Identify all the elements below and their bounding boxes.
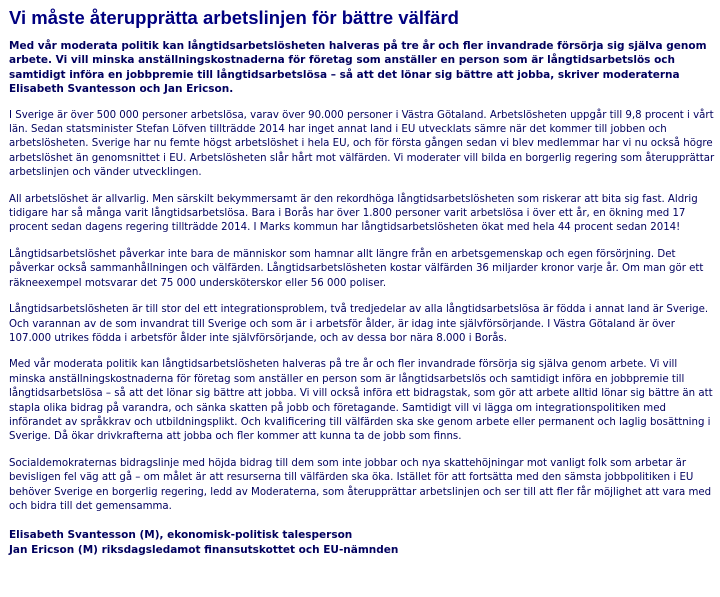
- article-signature: [9, 528, 715, 557]
- signature-line: Elisabeth Svantesson (M), ekonomisk-politisk talesperson: [9, 529, 353, 542]
- article-paragraph: Långtidsarbetslöshet påverkar inte bara de människor som hamnar allt längre från en arbetsgemenskap och egen försörjning. Det påverkar också sammanhållningen och välfärden. Långtidsarbetslösheten kostar välfärden 36 miljarder kronor varje år. Om man gör ett räkneexempel motsvarar det 75 000 undersköterskor eller 56 000 poliser.: [9, 248, 704, 289]
- article: [9, 7, 715, 557]
- signature-line: Jan Ericson (M) riksdagsledamot finansutskottet och EU-nämnden: [9, 543, 399, 556]
- article-paragraph: I Sverige är över 500 000 personer arbetslösa, varav över 90.000 personer i Västra Götaland. Arbetslösheten uppgår till 9,8 procent i vårt län. Sedan statsminister Stefan Löfven tillträdde 2014 har inget annat land i EU utvecklats sämre när det kommer till jobben och arbetslösheten. Sverige har nu femte högst arbetslöshet i hela EU, och för första gången sedan vi blev medlemmar har vi nu också högre arbetslöshet än genomsnittet i EU. Arbetslösheten slår hårt mot välfärden. Vi moderater vill bilda en borgerlig regering som återupprättar arbetslinjen och vänder utvecklingen.: [9, 109, 715, 179]
- article-title: Vi måste återupprätta arbetslinjen för bättre välfärd: [9, 7, 459, 28]
- article-paragraph: All arbetslöshet är allvarlig. Men särskilt bekymmersamt är den rekordhöga långtidsarbetslösheten som riskerar att bita sig fast. Aldrig tidigare har så många varit långtidsarbetslösa. Bara i Borås har över 1.800 personer varit arbetslösa i över ett år, en ökning med 17 procent sedan dagens regering tillträdde 2014. I Marks kommun har långtidsarbetslösheten ökat med hela 44 procent sedan 2014!: [9, 193, 698, 234]
- article-paragraph: Socialdemokraternas bidragslinje med höjda bidrag till dem som inte jobbar och nya skattehöjningar mot vanligt folk som arbetar är bevisligen fel väg att gå – om målet är att resurserna till välfärden ska öka. Istället för att fortsätta med den sämsta jobbpolitiken i EU behöver Sverige en borgerlig regering, ledd av Moderaterna, som återupprättar arbetslinjen och ser till att fler får möjlighet att vara med och bidra till det gemensamma.: [9, 457, 712, 512]
- article-paragraph: Långtidsarbetslösheten är till stor del ett integrationsproblem, två tredjedelar av alla långtidsarbetslösa är födda i annat land är Sverige. Och varannan av de som invandrat till Sverige och som är i arbetsför ålder, är idag inte självförsörjande. I Västra Götaland är över 107.000 utrikes födda i arbetsför ålder inte självförsörjande, och av dessa bor nära 8.000 i Borås.: [9, 304, 709, 344]
- article-paragraph: Med vår moderata politik kan långtidsarbetslösheten halveras på tre år och fler invandrade försörja sig själva genom arbete. Vi vill minska anställningskostnaderna för företag som anställer en person som är långtidsarbetslös och samtidigt införa en jobbpremie till långtidsarbetslösa – så att det lönar sig bättre att jobba. Vi vill också införa ett bidragstak, som gör att arbete alltid lönar sig bättre än att stapla olika bidrag på varandra, och sänka skatten på jobb och företagande. Samtidigt vill vi lägga om integrationspolitiken med införandet av språkkrav och utbildningsplikt. Och kvalificering till välfärden ska ske genom arbete eller permanent och laglig bosättning i Sverige. Då ökar drivkrafterna att jobba och fler kommer att kunna ta de jobb som finns.: [9, 359, 713, 443]
- article-lead: Med vår moderata politik kan långtidsarbetslösheten halveras på tre år och fler invandrade försörja sig själva genom arbete. Vi vill minska anställningskostnaderna för företag som anställer en person som är långtidsarbetslös och samtidigt införa en jobbpremie till långtidsarbetslösa – så att det lönar sig bättre att jobba, skriver moderaterna Elisabeth Svantesson och Jan Ericson.: [9, 40, 707, 96]
